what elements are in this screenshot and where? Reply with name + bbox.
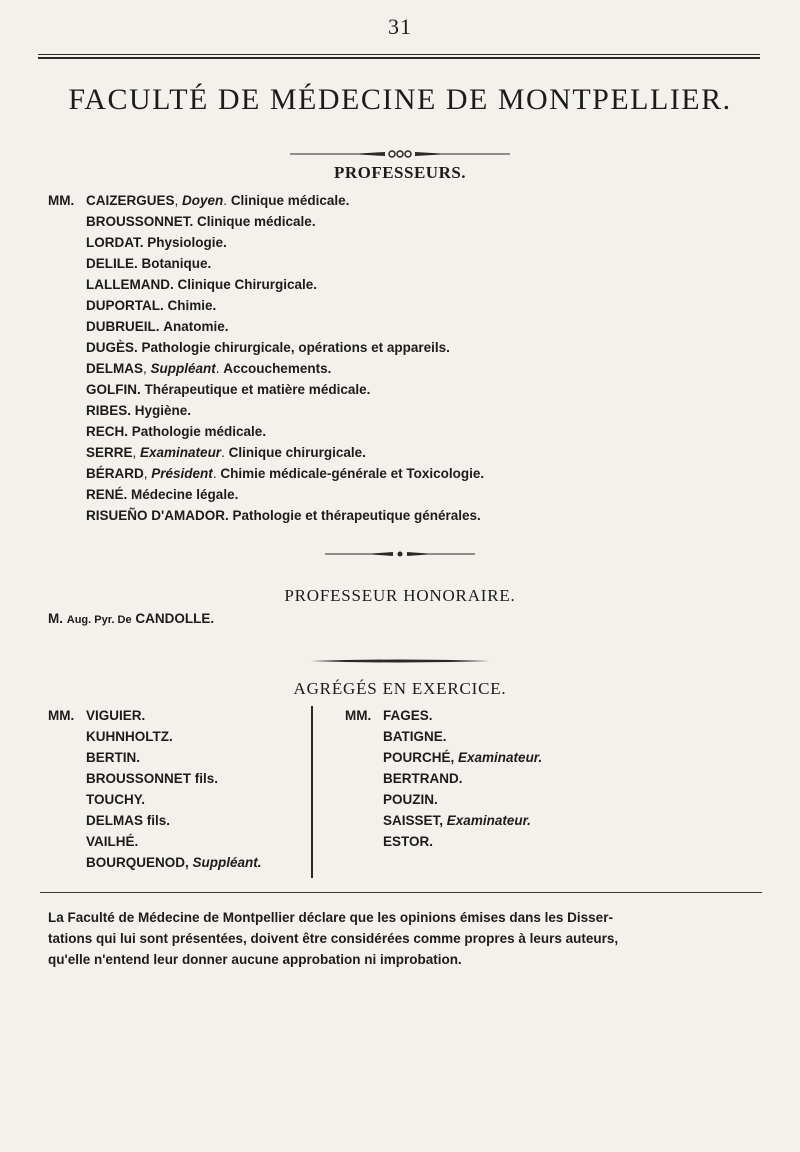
professor-name: RIBES. [86,403,132,418]
honorary-given-names: Aug. Pyr. De [66,614,132,626]
disclaimer-note [48,907,766,970]
professor-name: RECH. [86,424,129,439]
professor-row [48,316,768,337]
agreges-rule [310,657,490,665]
professor-row [48,505,768,526]
professor-subject: Anatomie. [163,319,229,334]
professor-role: Examinateur [140,445,222,460]
agrege-prefix: MM. [48,708,75,723]
agrege-row [48,768,318,789]
professor-role: Suppléant [150,361,216,376]
agrege-name: KUHNHOLTZ. [86,729,173,744]
professor-row [48,337,768,358]
professors-heading: PROFESSEURS. [333,163,467,182]
professor-row [48,274,768,295]
professor-subject: Pathologie et thérapeutique générales. [232,508,481,523]
agrege-name: POURCHÉ [383,750,451,765]
agrege-name: VAILHÉ. [86,834,139,849]
professor-prefix: MM. [48,193,75,208]
agrege-row: POURCHÉ, Examinateur. [383,750,543,765]
professor-name: RENÉ. [86,487,128,502]
honorary-surname: CANDOLLE. [135,611,215,626]
agrege-name: DELMAS fils. [86,813,171,828]
honorary-heading: PROFESSEUR HONORAIRE. [284,586,516,605]
agrege-row [345,705,765,726]
professor-row [48,295,768,316]
agrege-row [345,768,765,789]
agrege-name: FAGES. [383,708,433,723]
professor-name: CAIZERGUES [86,193,175,208]
agrege-row [48,789,318,810]
professors-list [48,190,768,526]
professor-subject: Thérapeutique et matière médicale. [144,382,371,397]
professor-subject: Botanique. [141,256,212,271]
professor-subject: Clinique médicale. [230,193,350,208]
professor-subject: Chimie. [167,298,217,313]
agreges-left-column [48,705,318,873]
professor-name: BROUSSONNET. [86,214,194,229]
professor-subject: Pathologie médicale. [131,424,267,439]
professor-row [48,211,768,232]
professor-role: Président [151,466,213,481]
agrege-row [48,705,318,726]
column-divider [311,706,313,878]
professor-row [48,400,768,421]
agrege-row [48,810,318,831]
agrege-name: BOURQUENOD [86,855,186,870]
agrege-name: BATIGNE. [383,729,447,744]
agrege-role: Suppléant. [192,855,262,870]
agrege-role: Examinateur. [458,750,543,765]
professor-name: GOLFIN. [86,382,141,397]
agrege-row [345,831,765,852]
professor-name: BÉRARD [86,466,144,481]
professor-role: Doyen [182,193,224,208]
professor-row [48,421,768,442]
professor-row [48,253,768,274]
professor-row [48,379,768,400]
professor-subject: Physiologie. [147,235,227,250]
agrege-row [345,726,765,747]
agrege-row [345,789,765,810]
agrege-name: TOUCHY. [86,792,146,807]
professor-subject: Hygiène. [134,403,192,418]
professor-subject: Médecine légale. [131,487,239,502]
faculty-title: FACULTÉ DE MÉDECINE DE MONTPELLIER. [68,83,732,116]
professor-subject: Chimie médicale-générale et Toxicologie. [220,466,485,481]
page-number: 31 [388,14,412,39]
professor-row [48,232,768,253]
agrege-row: SAISSET, Examinateur. [383,813,531,828]
professor-subject: Clinique chirurgicale. [228,445,366,460]
agrege-role: Examinateur. [446,813,531,828]
disclaimer-line: tations qui lui sont présentées, doivent être considérées comme propres à leurs auteurs, [48,931,619,946]
agrege-row [48,726,318,747]
ornament-divider-2 [325,550,475,558]
professor-name: LORDAT. [86,235,144,250]
honorary-prefix: M. [48,611,63,626]
agrege-row: BOURQUENOD, Suppléant. [86,855,262,870]
professor-row: DELMAS, Suppléant. Accouchements. [86,361,332,376]
agreges-heading: AGRÉGÉS EN EXERCICE. [293,679,507,698]
ornament-divider-1 [290,150,510,158]
agrege-row [48,831,318,852]
professor-subject: Clinique Chirurgicale. [177,277,318,292]
professor-name: DUPORTAL. [86,298,164,313]
professor-row: MM. CAIZERGUES, Doyen. Clinique médicale. [48,190,768,211]
professor-name: DELILE. [86,256,138,271]
agrege-name: BROUSSONNET fils. [86,771,219,786]
agrege-prefix: MM. [345,708,372,723]
disclaimer-line: qu'elle n'entend leur donner aucune approbation ni improbation. [48,952,462,967]
agreges-right-column [345,705,765,852]
professor-row: BÉRARD, Président. Chimie médicale-générale et Toxicologie. [86,466,485,481]
professor-subject: Pathologie chirurgicale, opérations et appareils. [141,340,450,355]
agrege-name: ESTOR. [383,834,434,849]
professor-name: DELMAS [86,361,143,376]
professor-subject: Accouchements. [223,361,332,376]
professor-row: SERRE, Examinateur. Clinique chirurgicale. [86,445,366,460]
bottom-rule [40,892,762,893]
honorary-professor [48,611,214,626]
professor-name: LALLEMAND. [86,277,174,292]
top-double-rule [38,54,760,59]
professor-row [48,484,768,505]
agrege-name: VIGUIER. [86,708,146,723]
disclaimer-line: La Faculté de Médecine de Montpellier déclare que les opinions émises dans les Disser- [48,910,613,925]
professor-name: DUGÈS. [86,340,138,355]
agrege-row [48,747,318,768]
professor-subject: Clinique médicale. [197,214,316,229]
agrege-name: BERTRAND. [383,771,463,786]
professor-name: RISUEÑO D'AMADOR. [86,508,229,523]
agrege-name: BERTIN. [86,750,140,765]
professor-name: SERRE [86,445,133,460]
agrege-name: POUZIN. [383,792,438,807]
agrege-name: SAISSET [383,813,440,828]
professor-name: DUBRUEIL. [86,319,160,334]
